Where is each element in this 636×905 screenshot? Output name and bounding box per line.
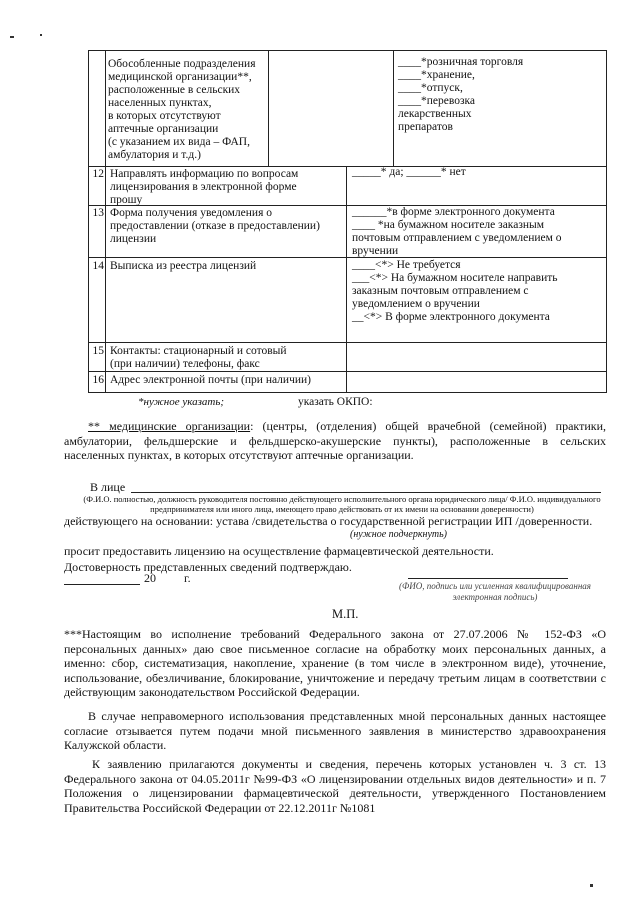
table-row-label: Выписка из реестра лицензий xyxy=(110,260,257,272)
footnote-medical-rest: : (центры, (отделения) общей врачебной (семейной) практики, амбулатории, фельдшерские и фельдшерско-акушерские пункты), расположенные в сельских населенных пунктах, в которых отсутствуют аптечные организации. xyxy=(64,419,606,463)
table-row-value: ____<*> Не требуется ___<*> На бумажном носителе направить заказным почтовым отправлением с уведомлением о вручении __<*> В форме электронного документа xyxy=(352,259,558,323)
scan-speck xyxy=(40,34,42,36)
consent-paragraph: ***Настоящим во исполнение требований Федерального закона от 27.07.2006 № 152-ФЗ «О персональных данных» даю свое письменное согласие на обработку моих персональных данных, а именно: сбор, систематизация, накопление, хранение (в том числе в электронном виде), уточнение, использование, обезличивание, блокирование, уничтожение и передачу третьим лицам в соответствии с действующим законодательством Российской Федерации. xyxy=(64,627,606,700)
okpo-label: указать ОКПО: xyxy=(298,396,373,408)
row-number: 14 xyxy=(92,260,104,272)
fio-caption: (Ф.И.О. полностью, должность руководителя постоянно действующего исполнительного органа юридического лица/ Ф.И.О. индивидуального предпринимателя или иного лица, имеющего право действовать от их имени на основании доверенности) xyxy=(83,494,601,514)
confirm-text: Достоверность представленных сведений подтверждаю. xyxy=(64,560,352,574)
in-person-label: В лице xyxy=(90,480,126,494)
table-row-value: _____* да; ______* нет xyxy=(352,166,466,178)
signature-line xyxy=(408,578,568,579)
scan-speck xyxy=(590,884,593,887)
acting-basis: действующего на основании: устава /свидетельства о государственной регистрации ИП /доверенности. xyxy=(64,514,593,528)
row-number: 16 xyxy=(92,374,104,386)
fio-line xyxy=(131,492,601,493)
signature-caption: (ФИО, подпись или усиленная квалифицированная электронная подпись) xyxy=(398,581,591,602)
row-number: 13 xyxy=(92,207,104,219)
underline-note: (нужное подчеркнуть) xyxy=(350,529,447,540)
attachments-paragraph: К заявлению прилагаются документы и сведения, перечень которых установлен ч. 3 ст. 13 Федерального закона от 04.05.2011г №99-ФЗ «О лицензировании отдельных видов деятельности» и п. 7 Положения о лицензировании фармацевтической деятельности, утвержденного Постановлением Правительства Российской Федерации от 22.12.2011г №1081 xyxy=(64,757,606,815)
request-text: просит предоставить лицензию на осуществление фармацевтической деятельности. xyxy=(64,544,494,558)
scan-speck xyxy=(10,36,14,38)
table-row-label: Форма получения уведомления о предоставлении (отказе в предоставлении) лицензии xyxy=(110,207,320,245)
table-row-value: ______*в форме электронного документа ____ *на бумажном носителе заказным почтовым отправлением с уведомлением о вручении xyxy=(352,206,562,257)
row-number: 15 xyxy=(92,345,104,357)
footnote-medical-prefix: ** медицинские организации xyxy=(88,419,251,433)
date-year: 20 xyxy=(144,571,156,585)
date-line xyxy=(64,584,140,585)
stamp-place: М.П. xyxy=(332,607,359,621)
table-row-label: Направлять информацию по вопросам лицензирования в электронной форме прошу xyxy=(110,168,299,206)
table-row-label: Контакты: стационарный и сотовый (при наличии) телефоны, факс xyxy=(110,345,287,370)
table-row-label: Адрес электронной почты (при наличии) xyxy=(110,374,311,386)
table-row-value: ____*розничная торговля ____*хранение, ____*отпуск, ____*перевозка лекарственных препаратов xyxy=(398,56,524,133)
footnote-star: *нужное указать; xyxy=(138,396,225,408)
withdraw-paragraph: В случае неправомерного использования представленных мной персональных данных настоящее согласие отзывается путем подачи мной письменного заявления в министерство здравоохранения Калужской области. xyxy=(64,709,606,753)
table-row-label: Обособленные подразделения медицинской организации**, расположенные в сельских населенных пунктах, в которых отсутствуют аптечные организации (с указанием их вида – ФАП, амбулатория и т.д.) xyxy=(108,58,256,161)
date-g: г. xyxy=(184,571,191,585)
row-number: 12 xyxy=(92,168,104,180)
footnote-medical xyxy=(64,419,606,463)
